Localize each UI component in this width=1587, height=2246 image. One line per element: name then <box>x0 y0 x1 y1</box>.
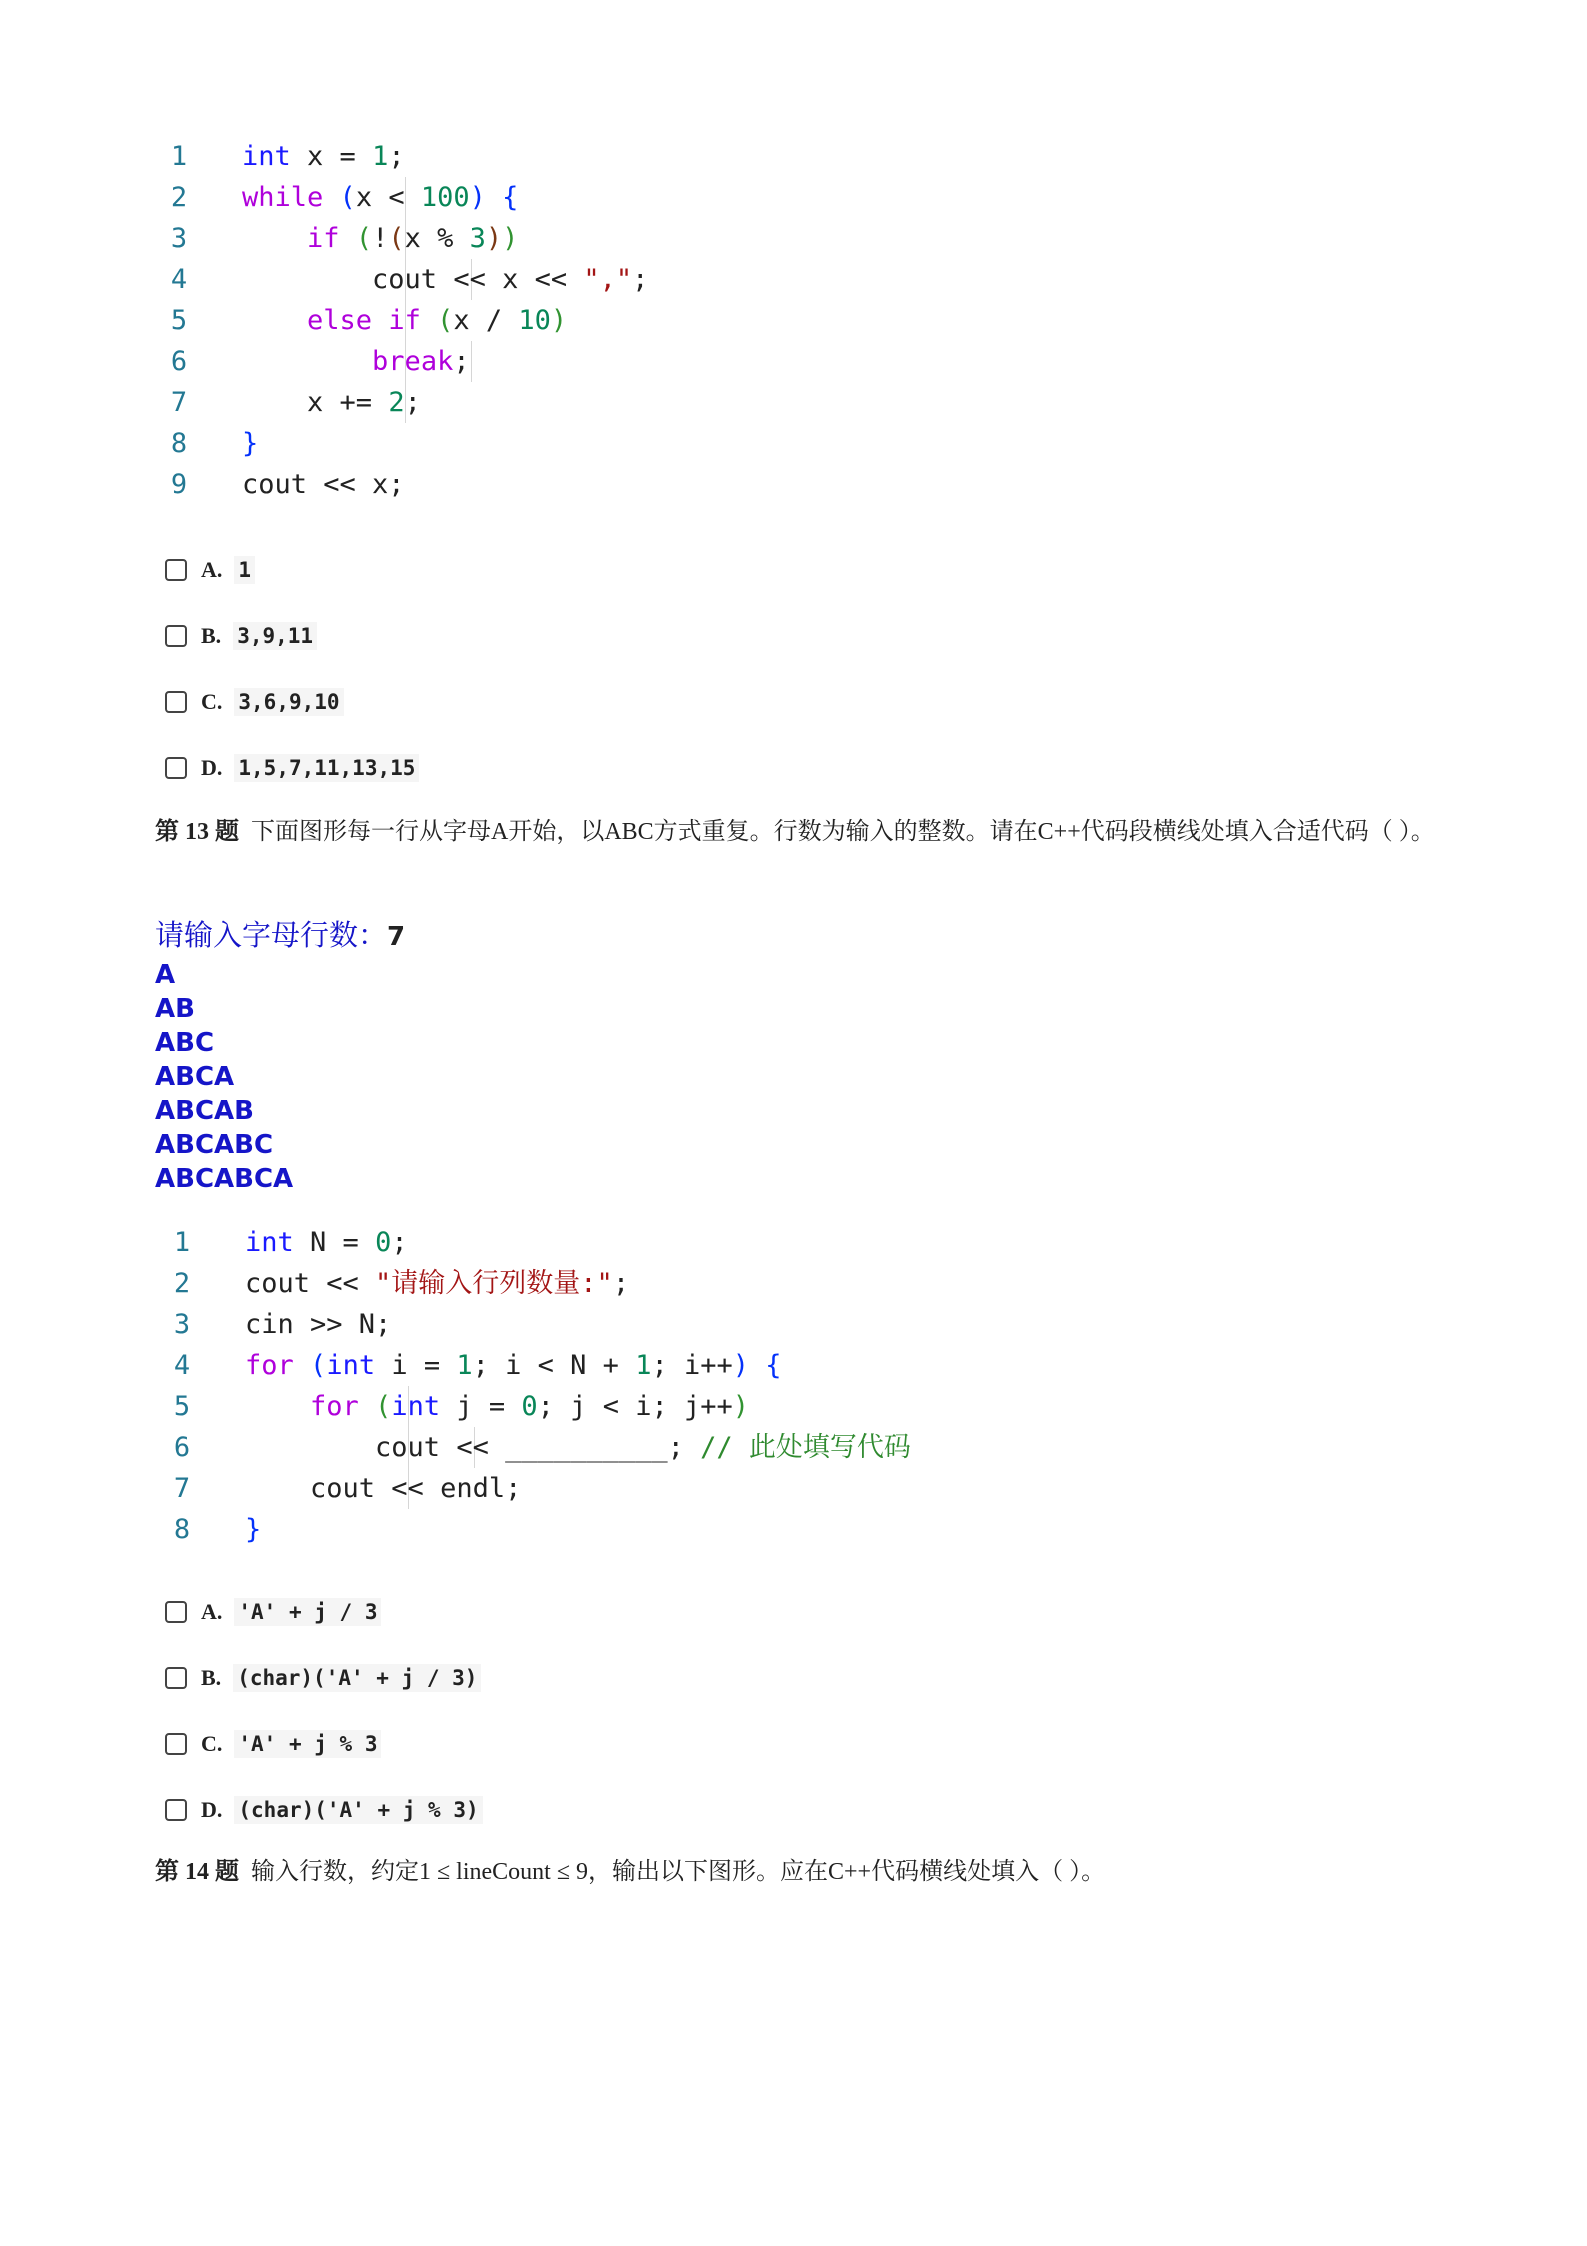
output-row: AB <box>155 994 195 1024</box>
code-text: if (!(x % 3)) <box>307 223 519 254</box>
line-number: 4 <box>173 1350 191 1381</box>
line-number: 3 <box>173 1309 191 1340</box>
output-row: ABCA <box>155 1062 235 1092</box>
output-row: ABCABCA <box>155 1164 294 1194</box>
line-number: 1 <box>170 141 188 172</box>
option-letter: D. <box>201 1797 223 1822</box>
question-number: 第 13 题 <box>155 819 239 845</box>
question-text: 输入行数，约定1 ≤ lineCount ≤ 9，输出以下图形。应在C++代码横线处填入（ ）。 <box>251 1859 1106 1885</box>
code-text: for (int j = 0; j < i; j++) <box>310 1391 750 1422</box>
output-prompt-value: 7 <box>387 922 406 952</box>
code-text: x += 2; <box>242 387 421 418</box>
line-number: 6 <box>170 346 188 377</box>
line-number: 8 <box>173 1514 191 1545</box>
option-code: 1 <box>234 556 255 584</box>
option-letter: C. <box>201 1731 223 1756</box>
option-letter: C. <box>201 689 223 714</box>
program-output <box>155 918 405 1196</box>
code-text: } <box>245 1514 262 1545</box>
option-letter: D. <box>201 755 223 780</box>
code-text: int N = 0; <box>245 1227 408 1258</box>
option-a[interactable] <box>165 555 255 585</box>
code-text: else if (x / 10) <box>307 305 568 336</box>
option-code: 3,6,9,10 <box>234 688 343 716</box>
line-number: 1 <box>173 1227 191 1258</box>
line-number: 5 <box>173 1391 191 1422</box>
option-c[interactable] <box>165 1729 381 1759</box>
line-number: 9 <box>170 469 188 500</box>
code-text: cout << endl; <box>245 1473 522 1504</box>
output-prompt: 请输入字母行数： <box>155 918 388 952</box>
code-text: cout << __________; // 此处填写代码 <box>245 1432 911 1463</box>
line-number: 5 <box>170 305 188 336</box>
line-number: 7 <box>173 1473 191 1504</box>
option-c[interactable] <box>165 687 344 717</box>
line-number: 7 <box>170 387 188 418</box>
line-number: 2 <box>173 1268 191 1299</box>
code-text: cin >> N; <box>245 1309 392 1340</box>
option-d[interactable] <box>165 1795 483 1825</box>
checkbox-icon[interactable] <box>165 1733 187 1755</box>
checkbox-icon[interactable] <box>165 559 187 581</box>
code-text: cout << "请输入行列数量:"; <box>245 1268 630 1299</box>
option-code: 1,5,7,11,13,15 <box>234 754 419 782</box>
line-number: 8 <box>170 428 188 459</box>
code-text: while (x < 100) { <box>242 182 519 213</box>
code-text: cout << x << ","; <box>242 264 649 295</box>
option-b[interactable] <box>165 1663 481 1693</box>
option-code: 3,9,11 <box>233 622 317 650</box>
checkbox-icon[interactable] <box>165 691 187 713</box>
checkbox-icon[interactable] <box>165 1667 187 1689</box>
line-number: 3 <box>170 223 188 254</box>
code-text: } <box>242 428 259 459</box>
option-letter: A. <box>201 557 223 582</box>
line-number: 4 <box>170 264 188 295</box>
option-letter: A. <box>201 1599 223 1624</box>
option-code: 'A' + j / 3 <box>234 1598 381 1626</box>
option-code: 'A' + j % 3 <box>234 1730 381 1758</box>
option-letter: B. <box>201 623 222 648</box>
output-row: ABCAB <box>155 1096 254 1126</box>
checkbox-icon[interactable] <box>165 1601 187 1623</box>
question-13 <box>155 812 1445 852</box>
question-text: 下面图形每一行从字母A开始，以ABC方式重复。行数为输入的整数。请在C++代码段横线处填入合适代码（ ）。 <box>251 819 1435 845</box>
option-d[interactable] <box>165 753 419 783</box>
output-row: ABCABC <box>155 1130 274 1160</box>
code-text: break; <box>372 346 470 377</box>
checkbox-icon[interactable] <box>165 625 187 647</box>
option-letter: B. <box>201 1665 222 1690</box>
output-row: A <box>155 960 176 990</box>
line-number: 6 <box>173 1432 191 1463</box>
option-code: (char)('A' + j / 3) <box>233 1664 481 1692</box>
checkbox-icon[interactable] <box>165 1799 187 1821</box>
output-row: ABC <box>155 1028 215 1058</box>
code-text: cout << x; <box>242 469 405 500</box>
question-number: 第 14 题 <box>155 1859 239 1885</box>
question-14 <box>155 1852 1445 1892</box>
code-text: for (int i = 1; i < N + 1; i++) { <box>245 1350 782 1381</box>
line-number: 2 <box>170 182 188 213</box>
code-text: int x = 1; <box>242 141 405 172</box>
option-a[interactable] <box>165 1597 381 1627</box>
option-b[interactable] <box>165 621 317 651</box>
option-code: (char)('A' + j % 3) <box>234 1796 482 1824</box>
checkbox-icon[interactable] <box>165 757 187 779</box>
